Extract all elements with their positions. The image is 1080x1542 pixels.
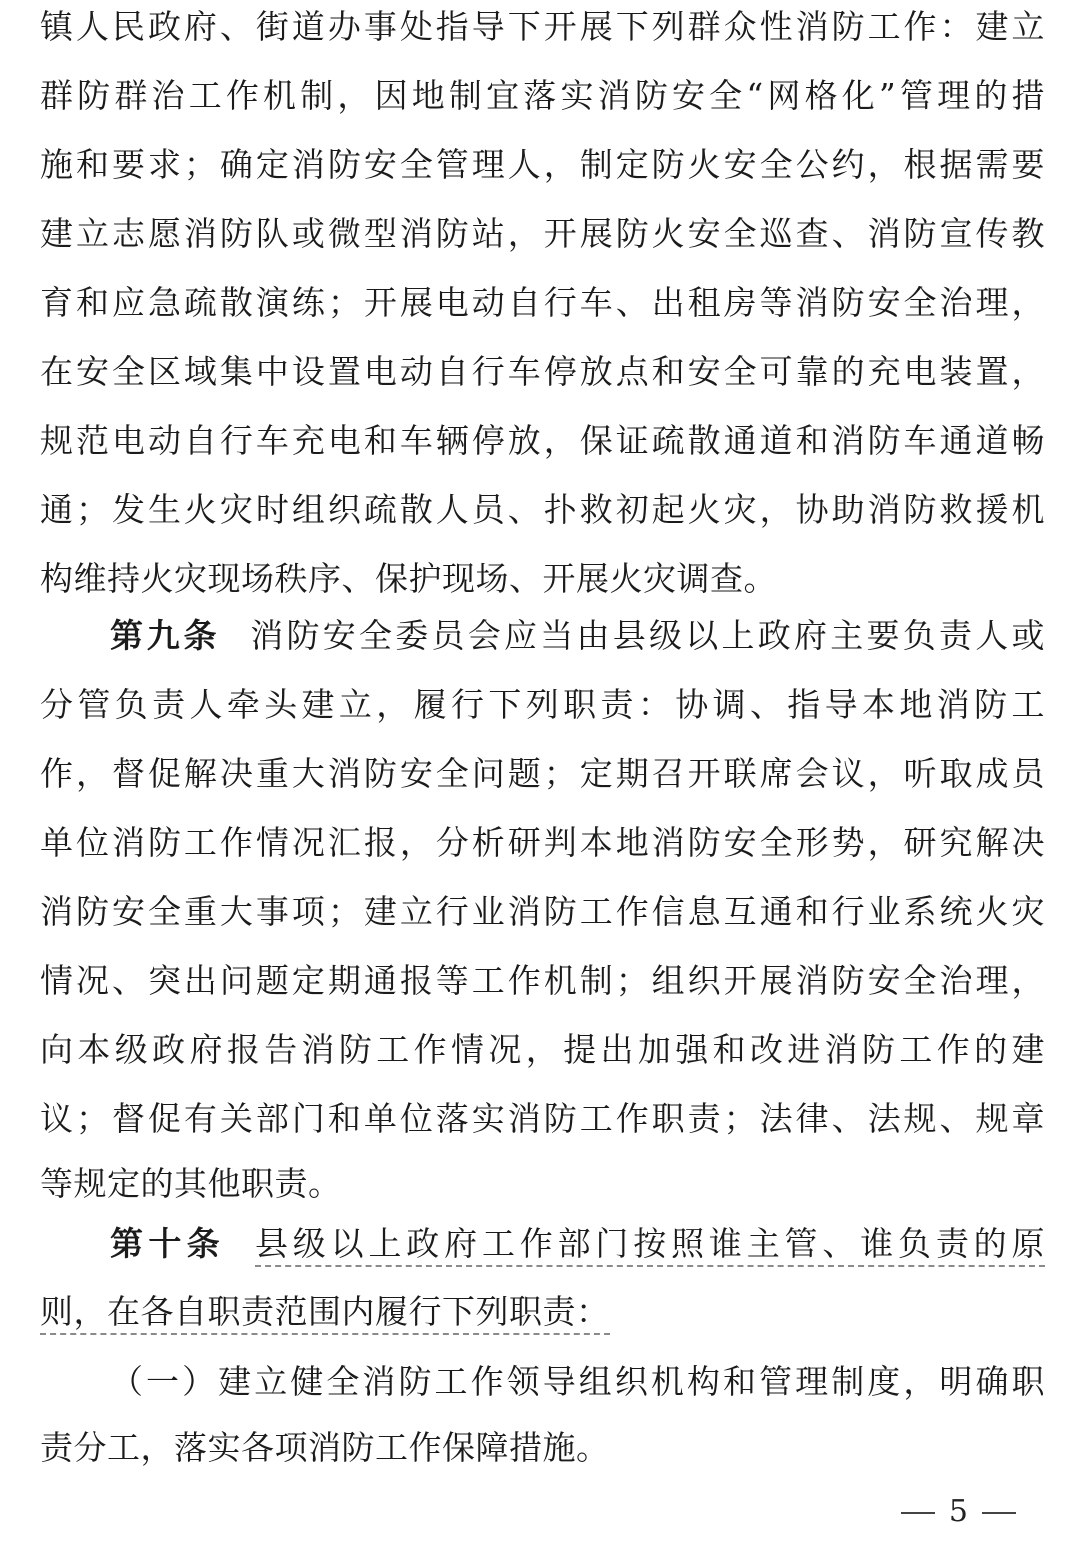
text-line: 分管负责人牵头建立，履行下列职责：协调、指导本地消防工 [40, 685, 1045, 724]
list-item-line: （一）建立健全消防工作领导组织机构和管理制度，明确职 [110, 1362, 1045, 1401]
text-line [40, 1278, 1045, 1346]
page-number: 5 [948, 1494, 968, 1529]
footer-dash-right [982, 1512, 1016, 1514]
text-line: 单位消防工作情况汇报，分析研判本地消防安全形势，研究解决 [40, 823, 1045, 862]
text-line: 作，督促解决重大消防安全问题；定期召开联席会议，听取成员 [40, 754, 1045, 793]
article-10-label: 第十条 [110, 1224, 225, 1263]
text-line: 通；发生火灾时组织疏散人员、扑救初起火灾，协助消防救援机 [40, 490, 1045, 529]
text-line: 镇人民政府、街道办事处指导下开展下列群众性消防工作：建立 [40, 7, 1045, 46]
text-line: 情况、突出问题定期通报等工作机制；组织开展消防安全治理， [40, 961, 1045, 1000]
text-line: 构维持火灾现场秩序、保护现场、开展火灾调查。 [40, 559, 777, 598]
article-10-first-line [40, 1210, 1045, 1278]
text-line: 施和要求；确定消防安全管理人，制定防火安全公约，根据需要 [40, 145, 1045, 184]
article-9-label: 第九条 [110, 616, 221, 655]
text-line: 在安全区域集中设置电动自行车停放点和安全可靠的充电装置， [40, 352, 1045, 391]
text-line: 责分工，落实各项消防工作保障措施。 [40, 1428, 610, 1467]
article-9-first-line [40, 602, 1045, 670]
text-span: 县级以上政府工作部门按照谁主管、谁负责的原 [255, 1224, 1045, 1267]
text-span: 则，在各自职责范围内履行下列职责： [40, 1292, 610, 1335]
text-line: 群防群治工作机制，因地制宜落实消防安全“网格化”管理的措 [40, 76, 1045, 115]
text-line: 建立志愿消防队或微型消防站，开展防火安全巡查、消防宣传教 [40, 214, 1045, 253]
page-footer [887, 1492, 1030, 1532]
footer-dash-left [901, 1512, 935, 1514]
text-line: 消防安全重大事项；建立行业消防工作信息互通和行业系统火灾 [40, 892, 1045, 931]
text-span: 消防安全委员会应当由县级以上政府主要负责人或 [250, 616, 1045, 655]
text-line: 议；督促有关部门和单位落实消防工作职责；法律、法规、规章 [40, 1099, 1045, 1138]
text-line: 等规定的其他职责。 [40, 1164, 342, 1203]
text-line: 规范电动自行车充电和车辆停放，保证疏散通道和消防车通道畅 [40, 421, 1045, 460]
text-line: 育和应急疏散演练；开展电动自行车、出租房等消防安全治理， [40, 283, 1045, 322]
text-line: 向本级政府报告消防工作情况，提出加强和改进消防工作的建 [40, 1030, 1045, 1069]
